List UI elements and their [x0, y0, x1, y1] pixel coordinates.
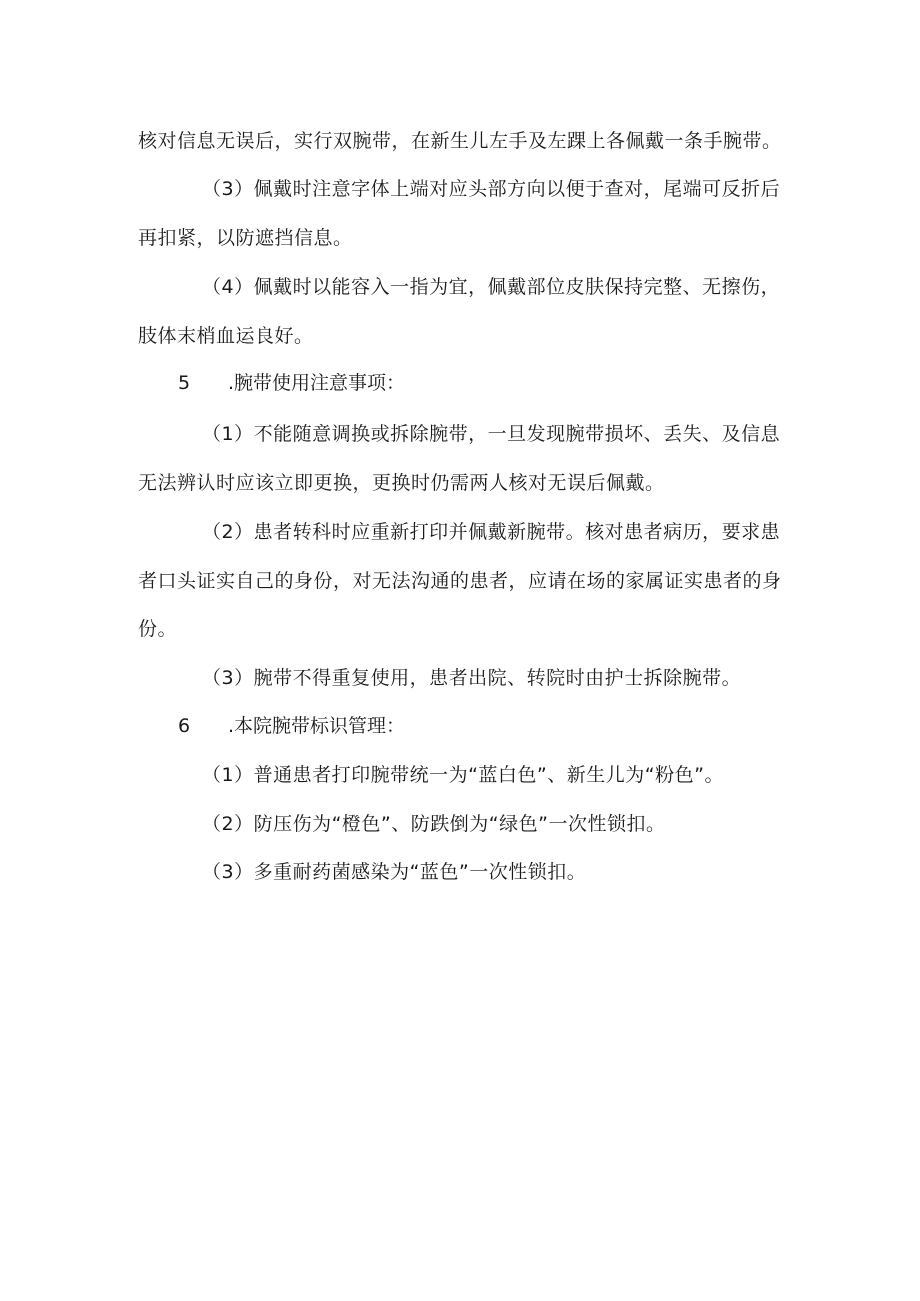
section-title-6: .本院腕带标识管理：: [228, 715, 406, 737]
section-number-6: 6: [178, 715, 191, 737]
paragraph-double-wristband: 核对信息无误后，实行双腕带，在新生儿左手及左踝上各佩戴一条手腕带。: [138, 130, 782, 152]
section-heading-6: [178, 702, 405, 751]
paragraph-item-4-wearing-fit: （4）佩戴时以能容入一指为宜，佩戴部位皮肤保持完整、无擦伤，肢体末梢血运良好。: [138, 276, 781, 347]
paragraph-item-3-wearing-direction: （3）佩戴时注意字体上端对应头部方向以便于查对，尾端可反折后再扣紧，以防遮挡信息。: [138, 178, 781, 249]
paragraph-usage-note-3: （3）腕带不得重复使用，患者出院、转院时由护士拆除腕带。: [202, 667, 742, 689]
paragraph-color-rule-1: （1）普通患者打印腕带统一为“蓝白色”、新生儿为“粉色”。: [202, 764, 724, 786]
section-number-5: 5: [178, 372, 191, 394]
section-heading-5: [178, 359, 405, 408]
paragraph-color-rule-2: （2）防压伤为“橙色”、防跌倒为“绿色”一次性锁扣。: [202, 813, 666, 835]
paragraph-usage-note-1: （1）不能随意调换或拆除腕带，一旦发现腕带损坏、丢失、及信息无法辨认时应该立即更换，更换时仍需两人核对无误后佩戴。: [138, 423, 781, 494]
paragraph-usage-note-2: （2）患者转科时应重新打印并佩戴新腕带。核对患者病历，要求患者口头证实自己的身份，对无法沟通的患者，应请在场的家属证实患者的身份。: [138, 521, 782, 640]
paragraph-color-rule-3: （3）多重耐药菌感染为“蓝色”一次性锁扣。: [202, 861, 587, 883]
section-title-5: .腕带使用注意事项：: [228, 372, 406, 394]
